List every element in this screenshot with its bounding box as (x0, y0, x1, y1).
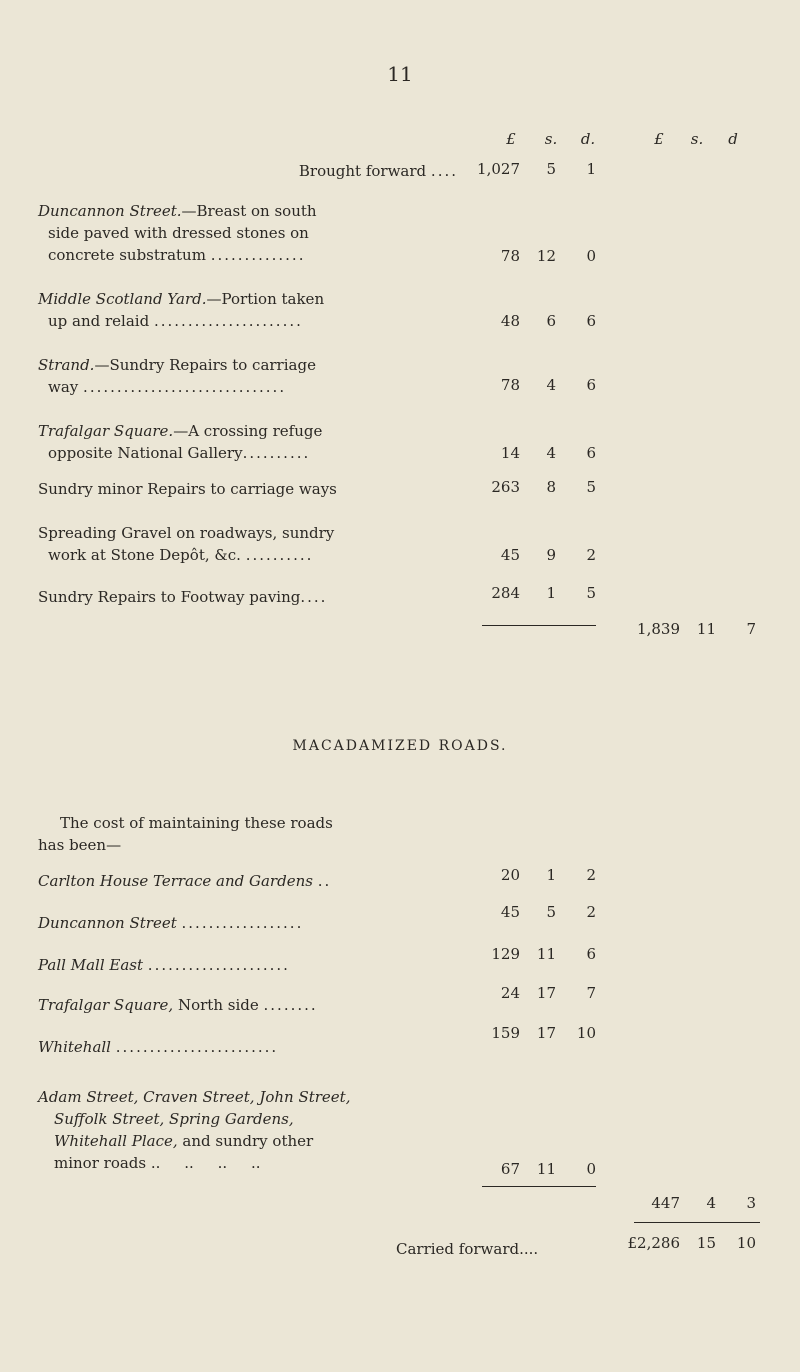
macadam-subtotal-rule (482, 1186, 596, 1187)
paved-subtotal-rule (482, 625, 596, 626)
paved-entry-footway: Sundry Repairs to Footway paving.... (38, 588, 328, 606)
paved-entry-sundry-carriage: Sundry minor Repairs to carriage ways (38, 480, 337, 498)
road-entry-pall-mall: Pall Mall East ..................... (38, 956, 290, 974)
grand-total-rule (634, 1222, 760, 1223)
section-heading: MACADAMIZED ROADS. (292, 738, 508, 754)
road-entry-duncannon: Duncannon Street .................. (38, 914, 304, 932)
paved-entry-gravel: Spreading Gravel on roadways, sundry work at Stone Depôt, &c. .......... (38, 524, 335, 564)
road-entry-whitehall: Whitehall ........................ (38, 1038, 279, 1056)
header-pounds: £ (506, 130, 516, 148)
paved-entry-trafalgar: Trafalgar Square.—A crossing refuge opposite National Gallery.......... (38, 422, 323, 462)
paved-entry-middle-scotland-yard: Middle Scotland Yard.—Portion taken up and relaid ...................... (38, 290, 325, 330)
header-pence: d. (580, 130, 596, 148)
paved-entry-strand: Strand.—Sundry Repairs to carriage way .............................. (38, 356, 316, 396)
page-number: 11 (387, 62, 413, 86)
header-pounds-2: £ (654, 130, 664, 148)
intro-text: The cost of maintaining these roads has been— (38, 814, 333, 854)
brought-forward-label: Brought forward .... (298, 162, 458, 180)
carried-forward-label: Carried forward.... (396, 1240, 539, 1258)
header-pence-2: d (728, 130, 738, 148)
header-shillings: s. (544, 130, 558, 148)
paved-entry-duncannon: Duncannon Street.—Breast on south side paved with dressed stones on concrete substratum .............. (38, 202, 317, 264)
header-shillings-2: s. (690, 130, 704, 148)
road-entry-carlton: Carlton House Terrace and Gardens .. (38, 872, 332, 890)
road-entry-adam-street: Adam Street, Craven Street, John Street, Suffolk Street, Spring Gardens, Whitehall Place, and sundry other minor roads .. .. .. .. (38, 1088, 351, 1172)
road-entry-trafalgar: Trafalgar Square, North side ........ (38, 996, 318, 1014)
ledger-page: 11 £ s. d. £ s. d Brought forward .... 1,027 5 1 Duncannon Street.—Breast on south side paved with dressed stones on concrete substratum .............. 78 12 0 Middle Scotland Yard.—Portion taken up and relaid ...................... 48 6 6 Strand.—Sundry Repairs to carriage way .............................. 78 4 6 Trafalgar Square.—A crossing refuge opposite National Gallery.......... 14 4 6 Sundry minor Repairs to carriage ways 263 8 5 Spreading Gravel on roadways, sundry work at Stone Depôt, &c. .......... 45 9 2 Sundry Repairs to Footway paving.... 284 1 5 1,839 11 7 MACADAMIZED ROADS. The cost of maintaining these roads has been— Carlton House Terrace and Gardens .. 20 1 2 Duncannon Street .................. 45 5 2 Pall Mall East ..................... 129 11 6 Trafalgar Square, North side ........ 24 17 7 Whitehall ........................ 159 17 10 Adam Street, Craven Street, John Street, Suffolk Street, Spring Gardens, Whitehall Place, and sundry other minor roads .. .. .. .. 67 11 0 447 4 3 Carried forward.... £2,286 15 10 (0, 0, 800, 1372)
